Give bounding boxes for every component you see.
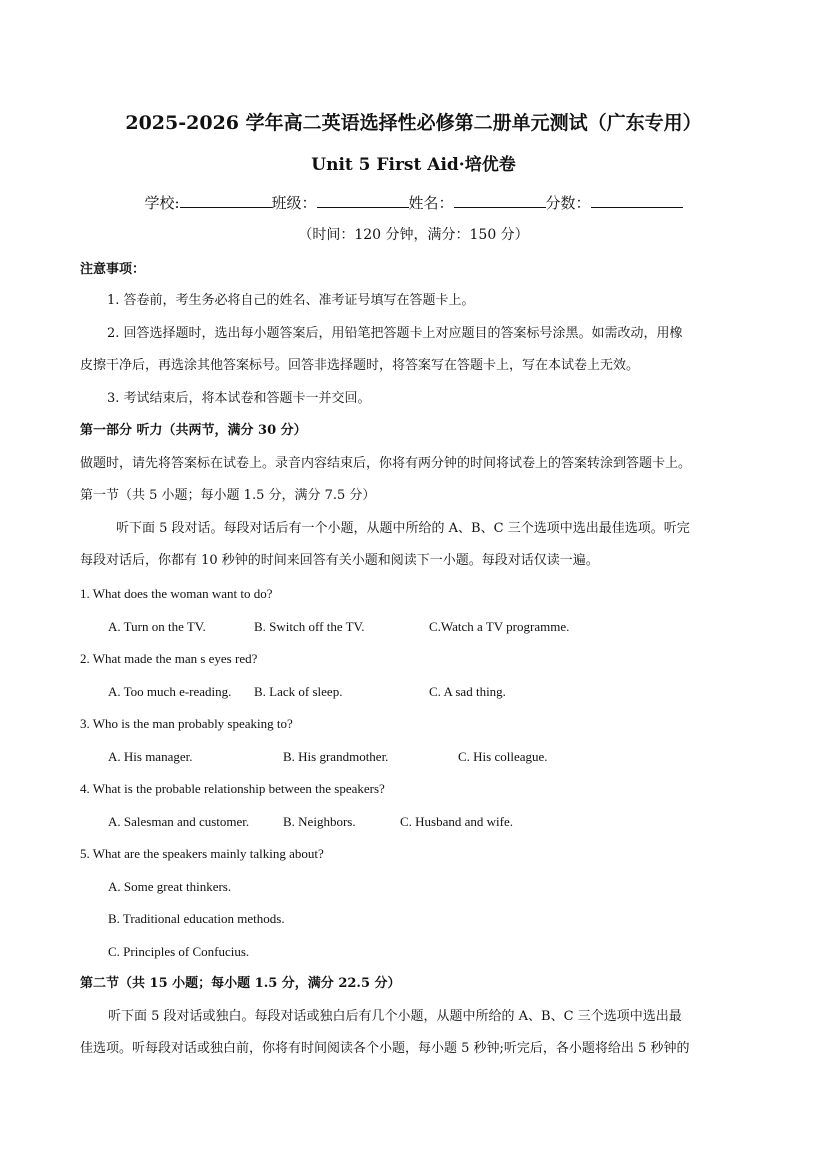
class-blank[interactable]: [317, 195, 409, 208]
q1-option-c[interactable]: C.Watch a TV programme.: [429, 619, 570, 634]
q5-option-a[interactable]: A. Some great thinkers.: [108, 879, 232, 894]
q4-option-b[interactable]: B. Neighbors.: [283, 814, 356, 829]
question-2: 2. What made the man s eyes red?: [80, 651, 258, 666]
section2-instruction: 听下面 5 段对话或独白。每段对话或独白后有几个小题，从题中所给的 A、B、C 三个选项中选出最: [108, 1009, 682, 1024]
q4-option-a[interactable]: A. Salesman and customer.: [108, 814, 250, 829]
notice-item: 皮擦干净后，再选涂其他答案标号。回答非选择题时，将答案写在答题卡上，写在本试卷上无效。: [80, 358, 640, 373]
section2-instruction: 佳选项。听每段对话或独白前，你将有时间阅读各个小题，每小题 5 秒钟;听完后，各小题将给出 5 秒钟的: [80, 1041, 690, 1056]
section1-heading: 第一节（共 5 小题；每小题 1.5 分，满分 7.5 分）: [80, 488, 376, 503]
q5-option-b[interactable]: B. Traditional education methods.: [108, 911, 285, 926]
school-blank[interactable]: [180, 195, 272, 208]
question-1: 1. What does the woman want to do?: [80, 586, 273, 601]
question-5: 5. What are the speakers mainly talking about?: [80, 846, 324, 861]
q4-option-c[interactable]: C. Husband and wife.: [400, 814, 514, 829]
part1-heading: 第一部分 听力（共两节，满分 30 分）: [80, 423, 307, 438]
q3-option-a[interactable]: A. His manager.: [108, 749, 193, 764]
time-note: （时间：120 分钟，满分：150 分）: [298, 227, 529, 243]
notice-item: 1. 答卷前，考生务必将自己的姓名、准考证号填写在答题卡上。: [107, 293, 475, 308]
q5-option-c[interactable]: C. Principles of Confucius.: [108, 944, 250, 959]
question-3: 3. Who is the man probably speaking to?: [80, 716, 293, 731]
notice-item: 3. 考试结束后，将本试卷和答题卡一并交回。: [107, 391, 371, 406]
score-label: 分数：: [545, 194, 591, 212]
name-label: 姓名：: [408, 194, 454, 212]
score-blank[interactable]: [591, 195, 683, 208]
section1-instruction: 每段对话后，你都有 10 秒钟的时间来回答有关小题和阅读下一小题。每段对话仅读一遍。: [80, 553, 599, 568]
school-label: 学校:: [144, 194, 180, 212]
class-label: 班级：: [271, 194, 317, 212]
section2-heading: 第二节（共 15 小题；每小题 1.5 分，满分 22.5 分）: [80, 976, 401, 991]
q2-option-a[interactable]: A. Too much e-reading.: [108, 684, 232, 699]
q1-option-a[interactable]: A. Turn on the TV.: [108, 619, 206, 634]
name-blank[interactable]: [454, 195, 546, 208]
q3-option-b[interactable]: B. His grandmother.: [283, 749, 389, 764]
notice-item: 2. 回答选择题时，选出每小题答案后，用铅笔把答题卡上对应题目的答案标号涂黑。如需改动，用橡: [107, 326, 683, 341]
q2-option-b[interactable]: B. Lack of sleep.: [254, 684, 343, 699]
notice-heading: 注意事项：: [80, 262, 146, 277]
part1-intro: 做题时，请先将答案标在试卷上。录音内容结束后，你将有两分钟的时间将试卷上的答案转涂到答题卡上。: [80, 456, 692, 471]
q1-option-b[interactable]: B. Switch off the TV.: [254, 619, 365, 634]
q2-option-c[interactable]: C. A sad thing.: [429, 684, 506, 699]
exam-title: 2025-2026 学年高二英语选择性必修第二册单元测试（广东专用）: [125, 112, 702, 134]
section1-instruction: 听下面 5 段对话。每段对话后有一个小题，从题中所给的 A、B、C 三个选项中选出最佳选项。听完: [116, 521, 690, 536]
q3-option-c[interactable]: C. His colleague.: [458, 749, 548, 764]
question-4: 4. What is the probable relationship between the speakers?: [80, 781, 385, 796]
exam-subtitle: Unit 5 First Aid·培优卷: [311, 155, 516, 175]
info-fields-row: [0, 193, 827, 213]
